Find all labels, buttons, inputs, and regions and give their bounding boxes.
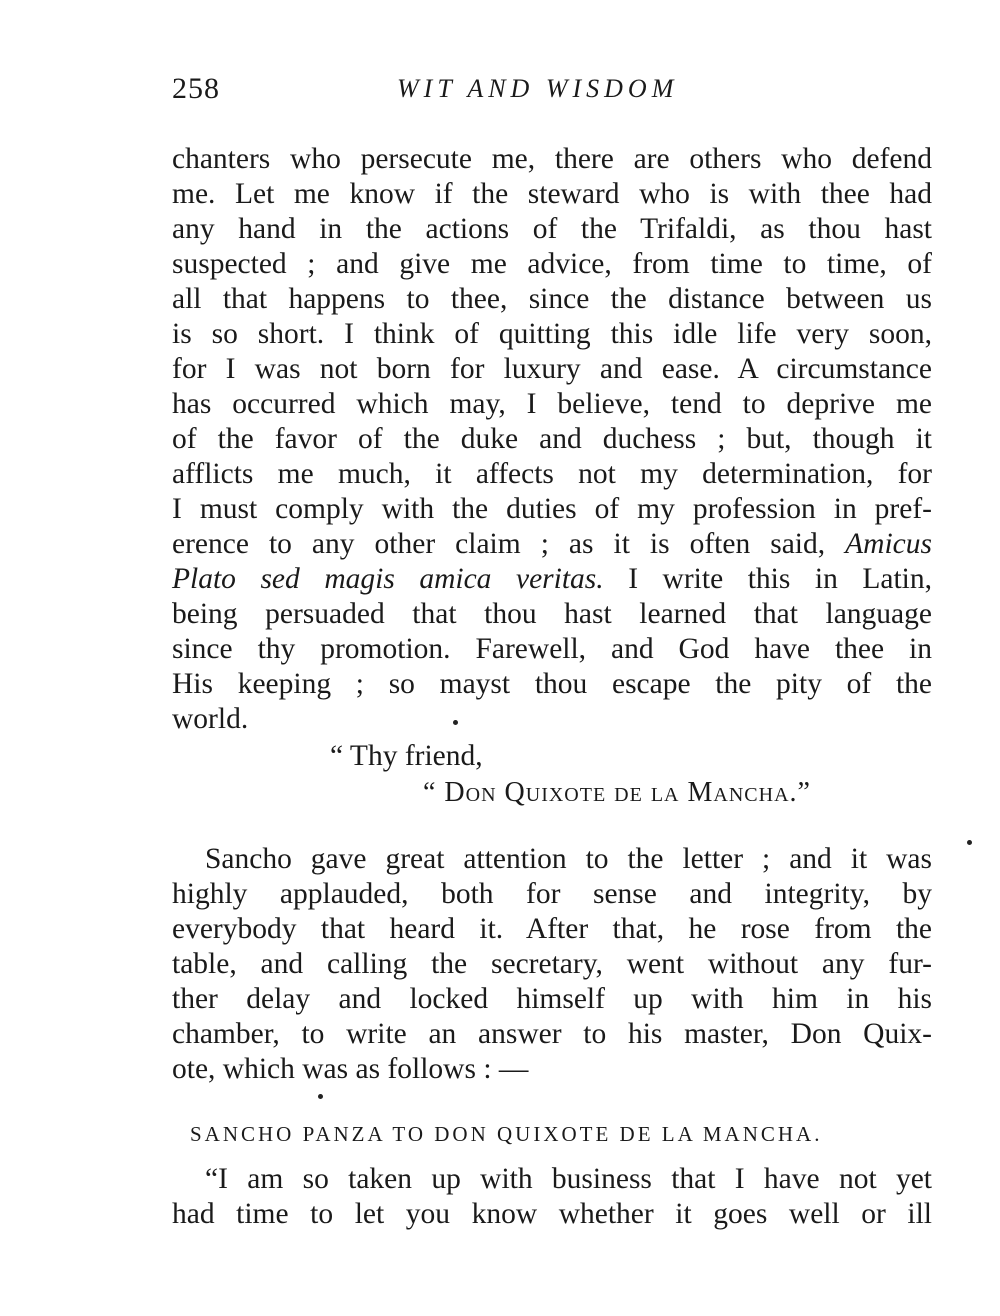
page-number: 258 xyxy=(172,72,220,105)
text-line: ote, which was as follows : — xyxy=(172,1053,529,1085)
text-line: Sancho gave great attention to the letter ; and it was xyxy=(205,843,932,875)
text-line: afflicts me much, it affects not my determination, for xyxy=(172,458,932,490)
text-line: any hand in the actions of the Trifaldi, as thou hast xyxy=(172,213,932,245)
text-line: I must comply with the duties of my profession in pref- xyxy=(172,493,932,525)
text-segment: I write this in Latin, xyxy=(628,563,932,595)
ink-speck xyxy=(453,720,458,725)
text-line: of the favor of the duke and duchess ; but, though it xyxy=(172,423,932,455)
text-segment: erence to any other claim ; as it is often said, xyxy=(172,528,826,560)
text-line: me. Let me know if the steward who is with thee had xyxy=(172,178,932,210)
text-line: since thy promotion. Farewell, and God have thee in xyxy=(172,633,932,665)
running-head: WIT AND WISDOM xyxy=(397,74,679,103)
text-line: chanters who persecute me, there are others who defend xyxy=(172,143,932,175)
text-line: chamber, to write an answer to his master, Don Quix- xyxy=(172,1018,932,1050)
text-line: highly applauded, both for sense and integrity, by xyxy=(172,878,932,910)
ink-speck xyxy=(318,1094,323,1099)
text-line-latin xyxy=(172,562,932,597)
text-line: for I was not born for luxury and ease. A circumstance xyxy=(172,353,932,385)
text-line: ther delay and locked himself up with him in his xyxy=(172,983,932,1015)
text-line: all that happens to thee, since the distance between us xyxy=(172,283,932,315)
ink-speck xyxy=(967,840,972,845)
text-line: His keeping ; so mayst thou escape the pity of the xyxy=(172,668,932,700)
text-line: has occurred which may, I believe, tend to deprive me xyxy=(172,388,932,420)
section-subheading: SANCHO PANZA TO DON QUIXOTE DE LA MANCHA. xyxy=(190,1122,823,1146)
text-line: had time to let you know whether it goes well or ill xyxy=(172,1198,932,1230)
text-line: suspected ; and give me advice, from time to time, of xyxy=(172,248,932,280)
text-line: everybody that heard it. After that, he rose from the xyxy=(172,913,932,945)
page-header xyxy=(172,72,932,112)
signature-salutation: “ Thy friend, xyxy=(330,740,483,772)
text-line: world. xyxy=(172,703,249,735)
text-line: table, and calling the secretary, went without any fur- xyxy=(172,948,932,980)
latin-quote-start: Amicus xyxy=(845,528,932,560)
text-line: being persuaded that thou hast learned that language xyxy=(172,598,932,630)
text-line: is so short. I think of quitting this idle life very soon, xyxy=(172,318,932,350)
latin-quote-end: Plato sed magis amica veritas. xyxy=(172,563,604,595)
signature-name: “ Don Quixote de la Mancha.” xyxy=(423,777,811,808)
text-line-with-latin xyxy=(172,527,932,562)
text-line: “I am so taken up with business that I have not yet xyxy=(205,1163,932,1195)
